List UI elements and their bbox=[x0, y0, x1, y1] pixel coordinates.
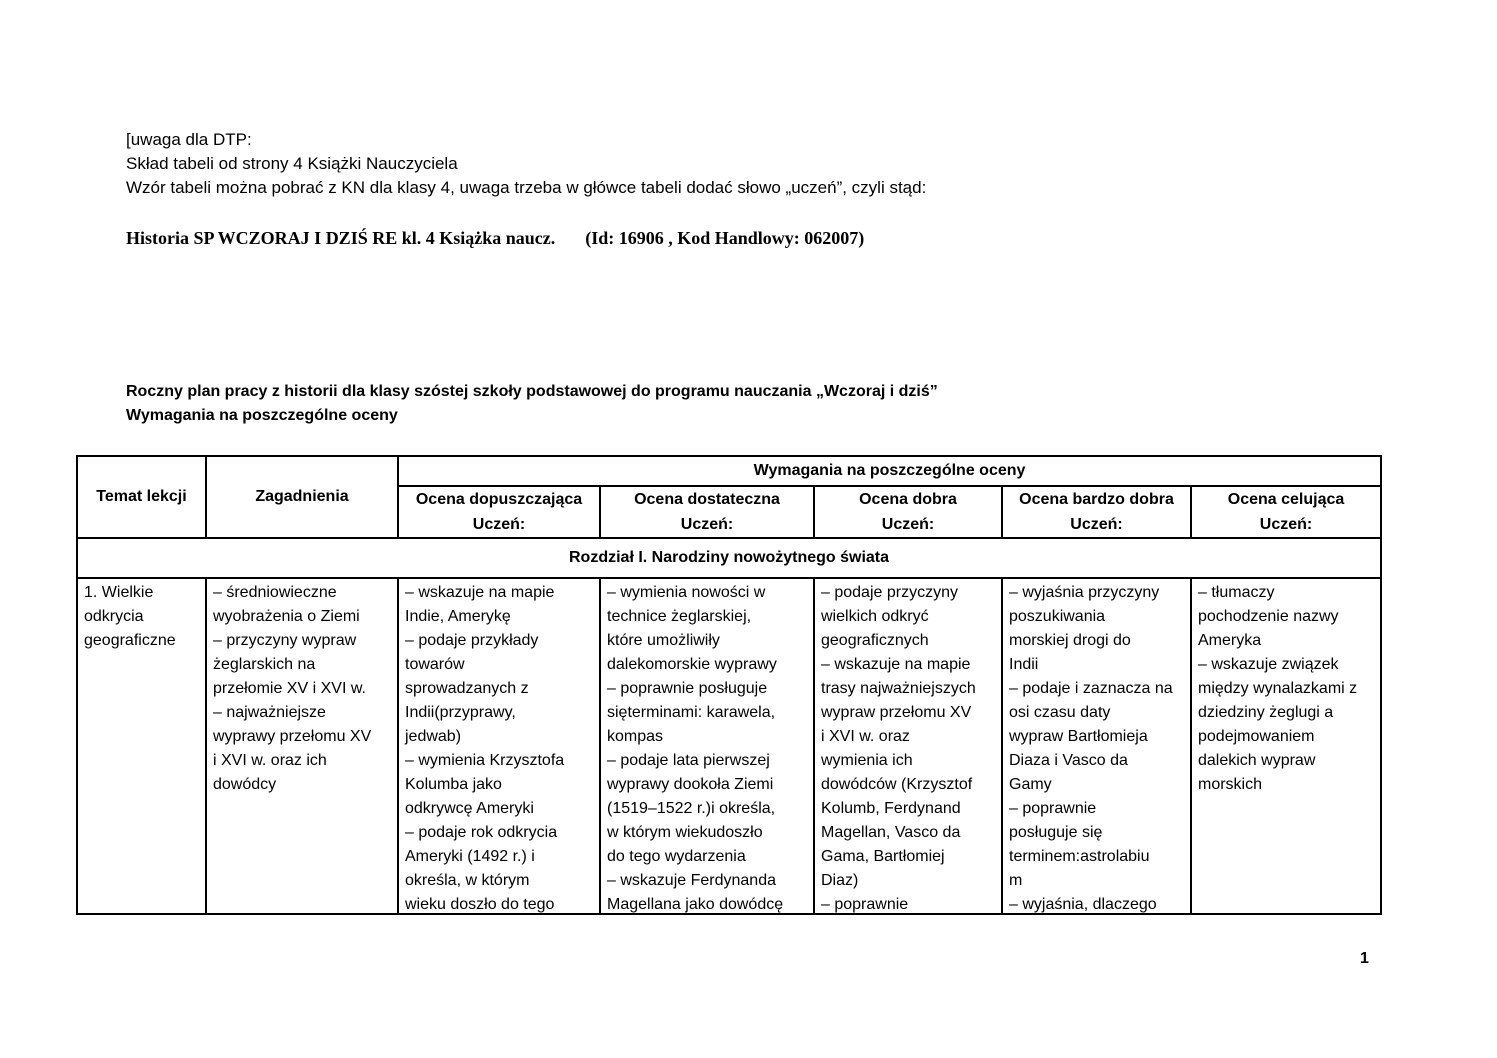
cell-line: poszukiwania bbox=[1009, 608, 1106, 625]
cell-line: – poprawnie bbox=[821, 896, 909, 913]
cell-line: geograficznych bbox=[821, 632, 929, 649]
cell-line: pochodzenie nazwy bbox=[1198, 608, 1339, 625]
cell-line: wymienia ich bbox=[821, 752, 913, 769]
note-line-1: [uwaga dla DTP: bbox=[126, 130, 252, 149]
cell-line: które umożliwiły bbox=[607, 632, 720, 649]
cell-line: – podaje przyczyny bbox=[821, 584, 958, 601]
cell-line: – wskazuje związek bbox=[1198, 656, 1339, 673]
book-title: Historia SP WCZORAJ I DZIŚ RE kl. 4 Książka naucz. bbox=[126, 228, 556, 248]
cell-line: wyobrażenia o Ziemi bbox=[213, 608, 360, 625]
header-grade-2 bbox=[600, 486, 814, 538]
cell-line: – wyjaśnia, dlaczego bbox=[1009, 896, 1157, 913]
cell-line: wielkich odkryć bbox=[821, 608, 929, 625]
cell-line: – podaje przykłady bbox=[405, 632, 539, 649]
cell-line: jedwab) bbox=[405, 728, 462, 745]
grade-sub: Uczeń: bbox=[472, 516, 526, 533]
cell-line: – wskazuje na mapie bbox=[821, 656, 971, 673]
cell-line: – wymienia Krzysztofa bbox=[405, 752, 565, 769]
cell-line: Ameryka bbox=[1198, 632, 1262, 649]
cell-line: – tłumaczy bbox=[1198, 584, 1275, 601]
cell-line: Kolumb, Ferdynand bbox=[821, 800, 961, 817]
cell-line: geograficzne bbox=[84, 632, 176, 649]
header-grade-5 bbox=[1191, 486, 1381, 538]
cell-line: – wyjaśnia przyczyny bbox=[1009, 584, 1160, 601]
cell-line: terminem:astrolabiu bbox=[1009, 848, 1150, 865]
cell-line: Indii(przyprawy, bbox=[405, 704, 516, 721]
cell-grade-1 bbox=[399, 579, 599, 913]
cell-line: – wymienia nowości w bbox=[607, 584, 766, 601]
cell-line: Indie, Amerykę bbox=[405, 608, 511, 625]
cell-line: – wskazuje na mapie bbox=[405, 584, 555, 601]
cell-topic bbox=[78, 579, 205, 913]
table-row bbox=[77, 578, 1381, 914]
cell-line: i XVI w. oraz ich bbox=[213, 752, 327, 769]
cell-line: Kolumba jako bbox=[405, 776, 502, 793]
plan-subtitle: Wymagania na poszczególne oceny bbox=[126, 407, 398, 424]
cell-line: Indii bbox=[1009, 656, 1039, 673]
grade-name: Ocena celująca bbox=[1227, 491, 1345, 508]
plan-title: Roczny plan pracy z historii dla klasy szóstej szkoły podstawowej do programu nauczania „Wczoraj i dziś” bbox=[126, 383, 938, 400]
cell-line: – wskazuje Ferdynanda bbox=[607, 872, 776, 889]
header-topic: Temat lekcji bbox=[77, 456, 206, 538]
header-grade-4 bbox=[1002, 486, 1191, 538]
grade-name: Ocena dopuszczająca bbox=[415, 491, 583, 508]
cell-line: posługuje się bbox=[1009, 824, 1103, 841]
cell-line: podejmowaniem bbox=[1198, 728, 1315, 745]
cell-line: Ameryki (1492 r.) i bbox=[405, 848, 535, 865]
cell-line: do tego wydarzenia bbox=[607, 848, 746, 865]
page-number: 1 bbox=[1360, 950, 1369, 967]
note-line-3: Wzór tabeli można pobrać z KN dla klasy 4, uwaga trzeba w główce tabeli dodać słowo „uczeń”, czyli stąd: bbox=[126, 178, 927, 197]
book-ids: (Id: 16906 , Kod Handlowy: 062007) bbox=[585, 228, 865, 248]
cell-line: wypraw przełomu XV bbox=[821, 704, 972, 721]
note-line-2: Skład tabeli od strony 4 Książki Nauczyciela bbox=[126, 154, 458, 173]
cell-line: technice żeglarskiej, bbox=[607, 608, 752, 625]
cell-line: osi czasu daty bbox=[1009, 704, 1111, 721]
grade-sub: Uczeń: bbox=[1259, 516, 1313, 533]
grade-name: Ocena bardzo dobra bbox=[1019, 491, 1174, 508]
cell-line: w którym wiekudoszło bbox=[607, 824, 763, 841]
cell-line: m bbox=[1009, 872, 1023, 889]
cell-line: wypraw Bartłomieja bbox=[1009, 728, 1148, 745]
dtp-note bbox=[126, 128, 926, 200]
cell-line: dalekomorskie wyprawy bbox=[607, 656, 777, 673]
cell-line: – średniowieczne bbox=[213, 584, 337, 601]
cell-line: – poprawnie bbox=[1009, 800, 1097, 817]
cell-line: 1. Wielkie bbox=[84, 584, 154, 601]
chapter-row: Rozdział I. Narodziny nowożytnego świata bbox=[77, 538, 1381, 578]
header-requirements: Wymagania na poszczególne oceny bbox=[398, 456, 1381, 486]
cell-grade-2 bbox=[601, 579, 813, 913]
cell-line: odkrywcę Ameryki bbox=[405, 800, 534, 817]
cell-line: wieku doszło do tego bbox=[405, 896, 555, 913]
plan-heading bbox=[126, 380, 938, 428]
requirements-table bbox=[76, 455, 1382, 915]
cell-line: odkrycia bbox=[84, 608, 144, 625]
cell-line: trasy najważniejszych bbox=[821, 680, 976, 697]
cell-line: żeglarskich na bbox=[213, 656, 316, 673]
cell-line: i XVI w. oraz bbox=[821, 728, 910, 745]
cell-line: – podaje i zaznacza na bbox=[1009, 680, 1173, 697]
cell-line: – najważniejsze bbox=[213, 704, 326, 721]
cell-line: – podaje rok odkrycia bbox=[405, 824, 558, 841]
cell-line: – podaje lata pierwszej bbox=[607, 752, 770, 769]
cell-line: dowódców (Krzysztof bbox=[821, 776, 973, 793]
cell-line: między wynalazkami z bbox=[1198, 680, 1358, 697]
header-grade-3 bbox=[814, 486, 1002, 538]
cell-line: Magellana jako dowódcę bbox=[607, 896, 784, 913]
header-grade-1 bbox=[398, 486, 600, 538]
grade-name: Ocena dobra bbox=[859, 491, 957, 508]
cell-line: (1519–1522 r.)i określa, bbox=[607, 800, 776, 817]
header-issues: Zagadnienia bbox=[206, 456, 398, 538]
cell-line: Magellan, Vasco da bbox=[821, 824, 961, 841]
grade-sub: Uczeń: bbox=[881, 516, 935, 533]
book-reference bbox=[126, 228, 864, 249]
grade-name: Ocena dostateczna bbox=[634, 491, 780, 508]
cell-line: kompas bbox=[607, 728, 664, 745]
cell-line: morskich bbox=[1198, 776, 1263, 793]
cell-line: przełomie XV i XVI w. bbox=[213, 680, 366, 697]
cell-line: sięterminami: karawela, bbox=[607, 704, 776, 721]
cell-line: wyprawy przełomu XV bbox=[213, 728, 372, 745]
cell-grade-5 bbox=[1192, 579, 1380, 913]
cell-line: towarów bbox=[405, 656, 465, 673]
cell-line: – przyczyny wypraw bbox=[213, 632, 357, 649]
cell-line: określa, w którym bbox=[405, 872, 530, 889]
grade-sub: Uczeń: bbox=[1070, 516, 1123, 533]
cell-line: dalekich wypraw bbox=[1198, 752, 1316, 769]
cell-line: Gama, Bartłomiej bbox=[821, 848, 945, 865]
cell-grade-4 bbox=[1003, 579, 1190, 913]
cell-line: Diaz) bbox=[821, 872, 859, 889]
grade-sub: Uczeń: bbox=[680, 516, 734, 533]
cell-issues bbox=[207, 579, 397, 913]
cell-line: – poprawnie posługuje bbox=[607, 680, 768, 697]
cell-line: Diaza i Vasco da bbox=[1009, 752, 1128, 769]
cell-line: morskiej drogi do bbox=[1009, 632, 1131, 649]
cell-grade-3 bbox=[815, 579, 1001, 913]
cell-line: sprowadzanych z bbox=[405, 680, 529, 697]
cell-line: wyprawy dookoła Ziemi bbox=[607, 776, 774, 793]
cell-line: dziedziny żeglugi a bbox=[1198, 704, 1334, 721]
cell-line: dowódcy bbox=[213, 776, 277, 793]
cell-line: Gamy bbox=[1009, 776, 1052, 793]
